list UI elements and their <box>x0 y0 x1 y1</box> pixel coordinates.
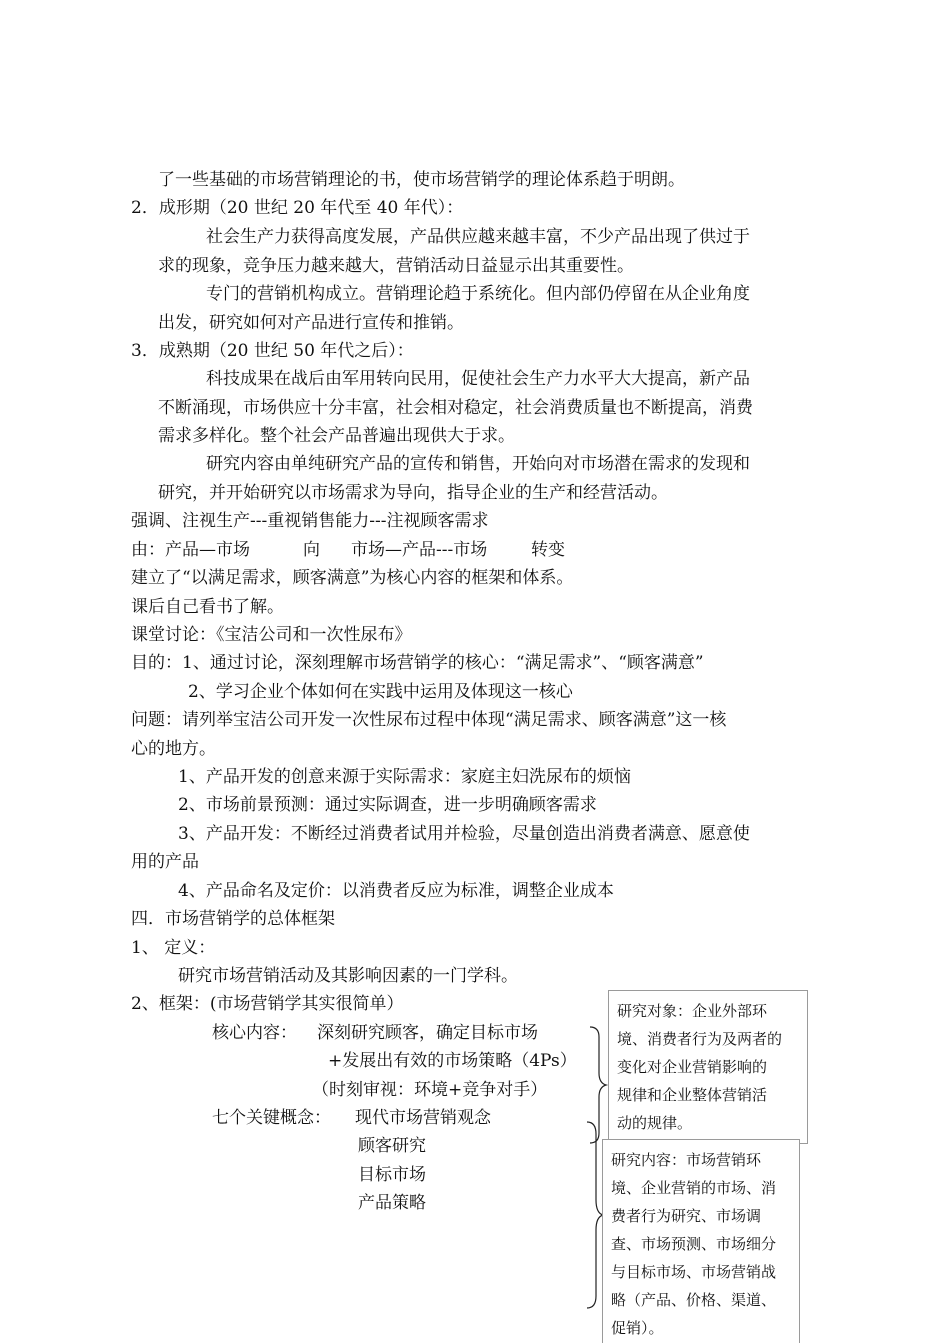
note-line: 促销）。 <box>611 1319 664 1337</box>
text-line: 产品策略 <box>358 1193 426 1213</box>
text-line: 出发，研究如何对产品进行宣传和推销。 <box>158 313 464 333</box>
text-line: 心的地方。 <box>131 739 216 759</box>
text-line: 社会生产力获得高度发展，产品供应越来越丰富，不少产品出现了供过于 <box>206 227 750 247</box>
section-heading: 四．市场营销学的总体框架 <box>131 909 335 929</box>
note-line: 与目标市场、市场营销战 <box>611 1263 777 1281</box>
note-line: 研究内容：市场营销环 <box>611 1151 762 1169</box>
text-line-part: 转变 <box>531 540 565 560</box>
text-line: 目的：1、通过讨论，深刻理解市场营销学的核心：“满足需求”、“顾客满意” <box>131 653 704 673</box>
text-line: 求的现象，竞争压力越来越大，营销活动日益显示出其重要性。 <box>158 256 634 276</box>
text-line-part: 深刻研究顾客，确定目标市场 <box>317 1023 538 1043</box>
text-line: 课堂讨论：《宝洁公司和一次性尿布》 <box>131 625 412 645</box>
list-item: 用的产品 <box>131 852 199 872</box>
text-line: 科技成果在战后由军用转向民用，促使社会生产力水平大大提高，新产品 <box>206 369 750 389</box>
note-line: 境、消费者行为及两者的 <box>617 1030 783 1048</box>
text-line: 课后自己看书了解。 <box>131 597 284 617</box>
text-line: 专门的营销机构成立。营销理论趋于系统化。但内部仍停留在从企业角度 <box>206 284 750 304</box>
list-item: 4、产品命名及定价：以消费者反应为标准，调整企业成本 <box>178 881 614 901</box>
text-line: 顾客研究 <box>358 1136 426 1156</box>
note-line: 略（产品、价格、渠道、 <box>611 1291 777 1309</box>
note-box-research-object <box>608 990 808 1144</box>
text-line: 研究市场营销活动及其影响因素的一门学科。 <box>178 966 518 986</box>
note-line: 查、市场预测、市场细分 <box>611 1235 777 1253</box>
text-line: 需求多样化。整个社会产品普遍出现供大于求。 <box>158 426 515 446</box>
text-line: 强调、注视生产---重视销售能力---注视顾客需求 <box>131 511 489 531</box>
section-heading: 2．成形期（20 世纪 20 年代至 40 年代）： <box>131 198 464 218</box>
note-line: 规律和企业整体营销活 <box>617 1086 768 1104</box>
list-item: 1、产品开发的创意来源于实际需求：家庭主妇洗尿布的烦恼 <box>178 767 631 787</box>
text-line: 1、 定义： <box>131 938 216 958</box>
text-line: 不断涌现，市场供应十分丰富，社会相对稳定，社会消费质量也不断提高，消费 <box>158 398 753 418</box>
text-line: 2、学习企业个体如何在实践中运用及体现这一核心 <box>188 682 573 702</box>
note-line: 研究对象：企业外部环 <box>617 1002 768 1020</box>
text-line: 研究，并开始研究以市场需求为导向，指导企业的生产和经营活动。 <box>158 483 668 503</box>
text-line: 2、框架：(市场营销学其实很简单） <box>131 994 404 1014</box>
text-line-part: 市场—产品---市场 <box>351 540 488 560</box>
text-line: 了一些基础的市场营销理论的书，使市场营销学的理论体系趋于明朗。 <box>158 170 685 190</box>
note-line: 境、企业营销的市场、消 <box>611 1179 777 1197</box>
note-box-research-content <box>602 1139 800 1343</box>
note-line: 变化对企业营销影响的 <box>617 1058 768 1076</box>
text-line: 目标市场 <box>358 1165 426 1185</box>
text-line: 建立了“以满足需求，顾客满意”为核心内容的框架和体系。 <box>131 568 574 588</box>
note-line: 动的规律。 <box>617 1114 693 1132</box>
text-line-part: 七个关键概念： <box>212 1108 331 1128</box>
text-line-part: 由：产品—市场 <box>131 540 250 560</box>
note-line: 费者行为研究、市场调 <box>611 1207 762 1225</box>
text-line-part: 向 <box>303 540 320 560</box>
text-line: （时刻审视：环境+竞争对手） <box>312 1080 548 1100</box>
section-heading: 3．成熟期（20 世纪 50 年代之后）： <box>131 341 414 361</box>
list-item: 2、市场前景预测：通过实际调查，进一步明确顾客需求 <box>178 795 597 815</box>
text-line: 研究内容由单纯研究产品的宣传和销售，开始向对市场潜在需求的发现和 <box>206 454 750 474</box>
list-item: 3、产品开发：不断经过消费者试用并检验，尽量创造出消费者满意、愿意使 <box>178 824 750 844</box>
text-line: +发展出有效的市场策略（4Ps） <box>328 1051 577 1071</box>
text-line-part: 现代市场营销观念 <box>355 1108 491 1128</box>
text-line-part: 核心内容： <box>212 1023 297 1043</box>
text-line: 问题：请列举宝洁公司开发一次性尿布过程中体现“满足需求、顾客满意”这一核 <box>131 710 727 730</box>
